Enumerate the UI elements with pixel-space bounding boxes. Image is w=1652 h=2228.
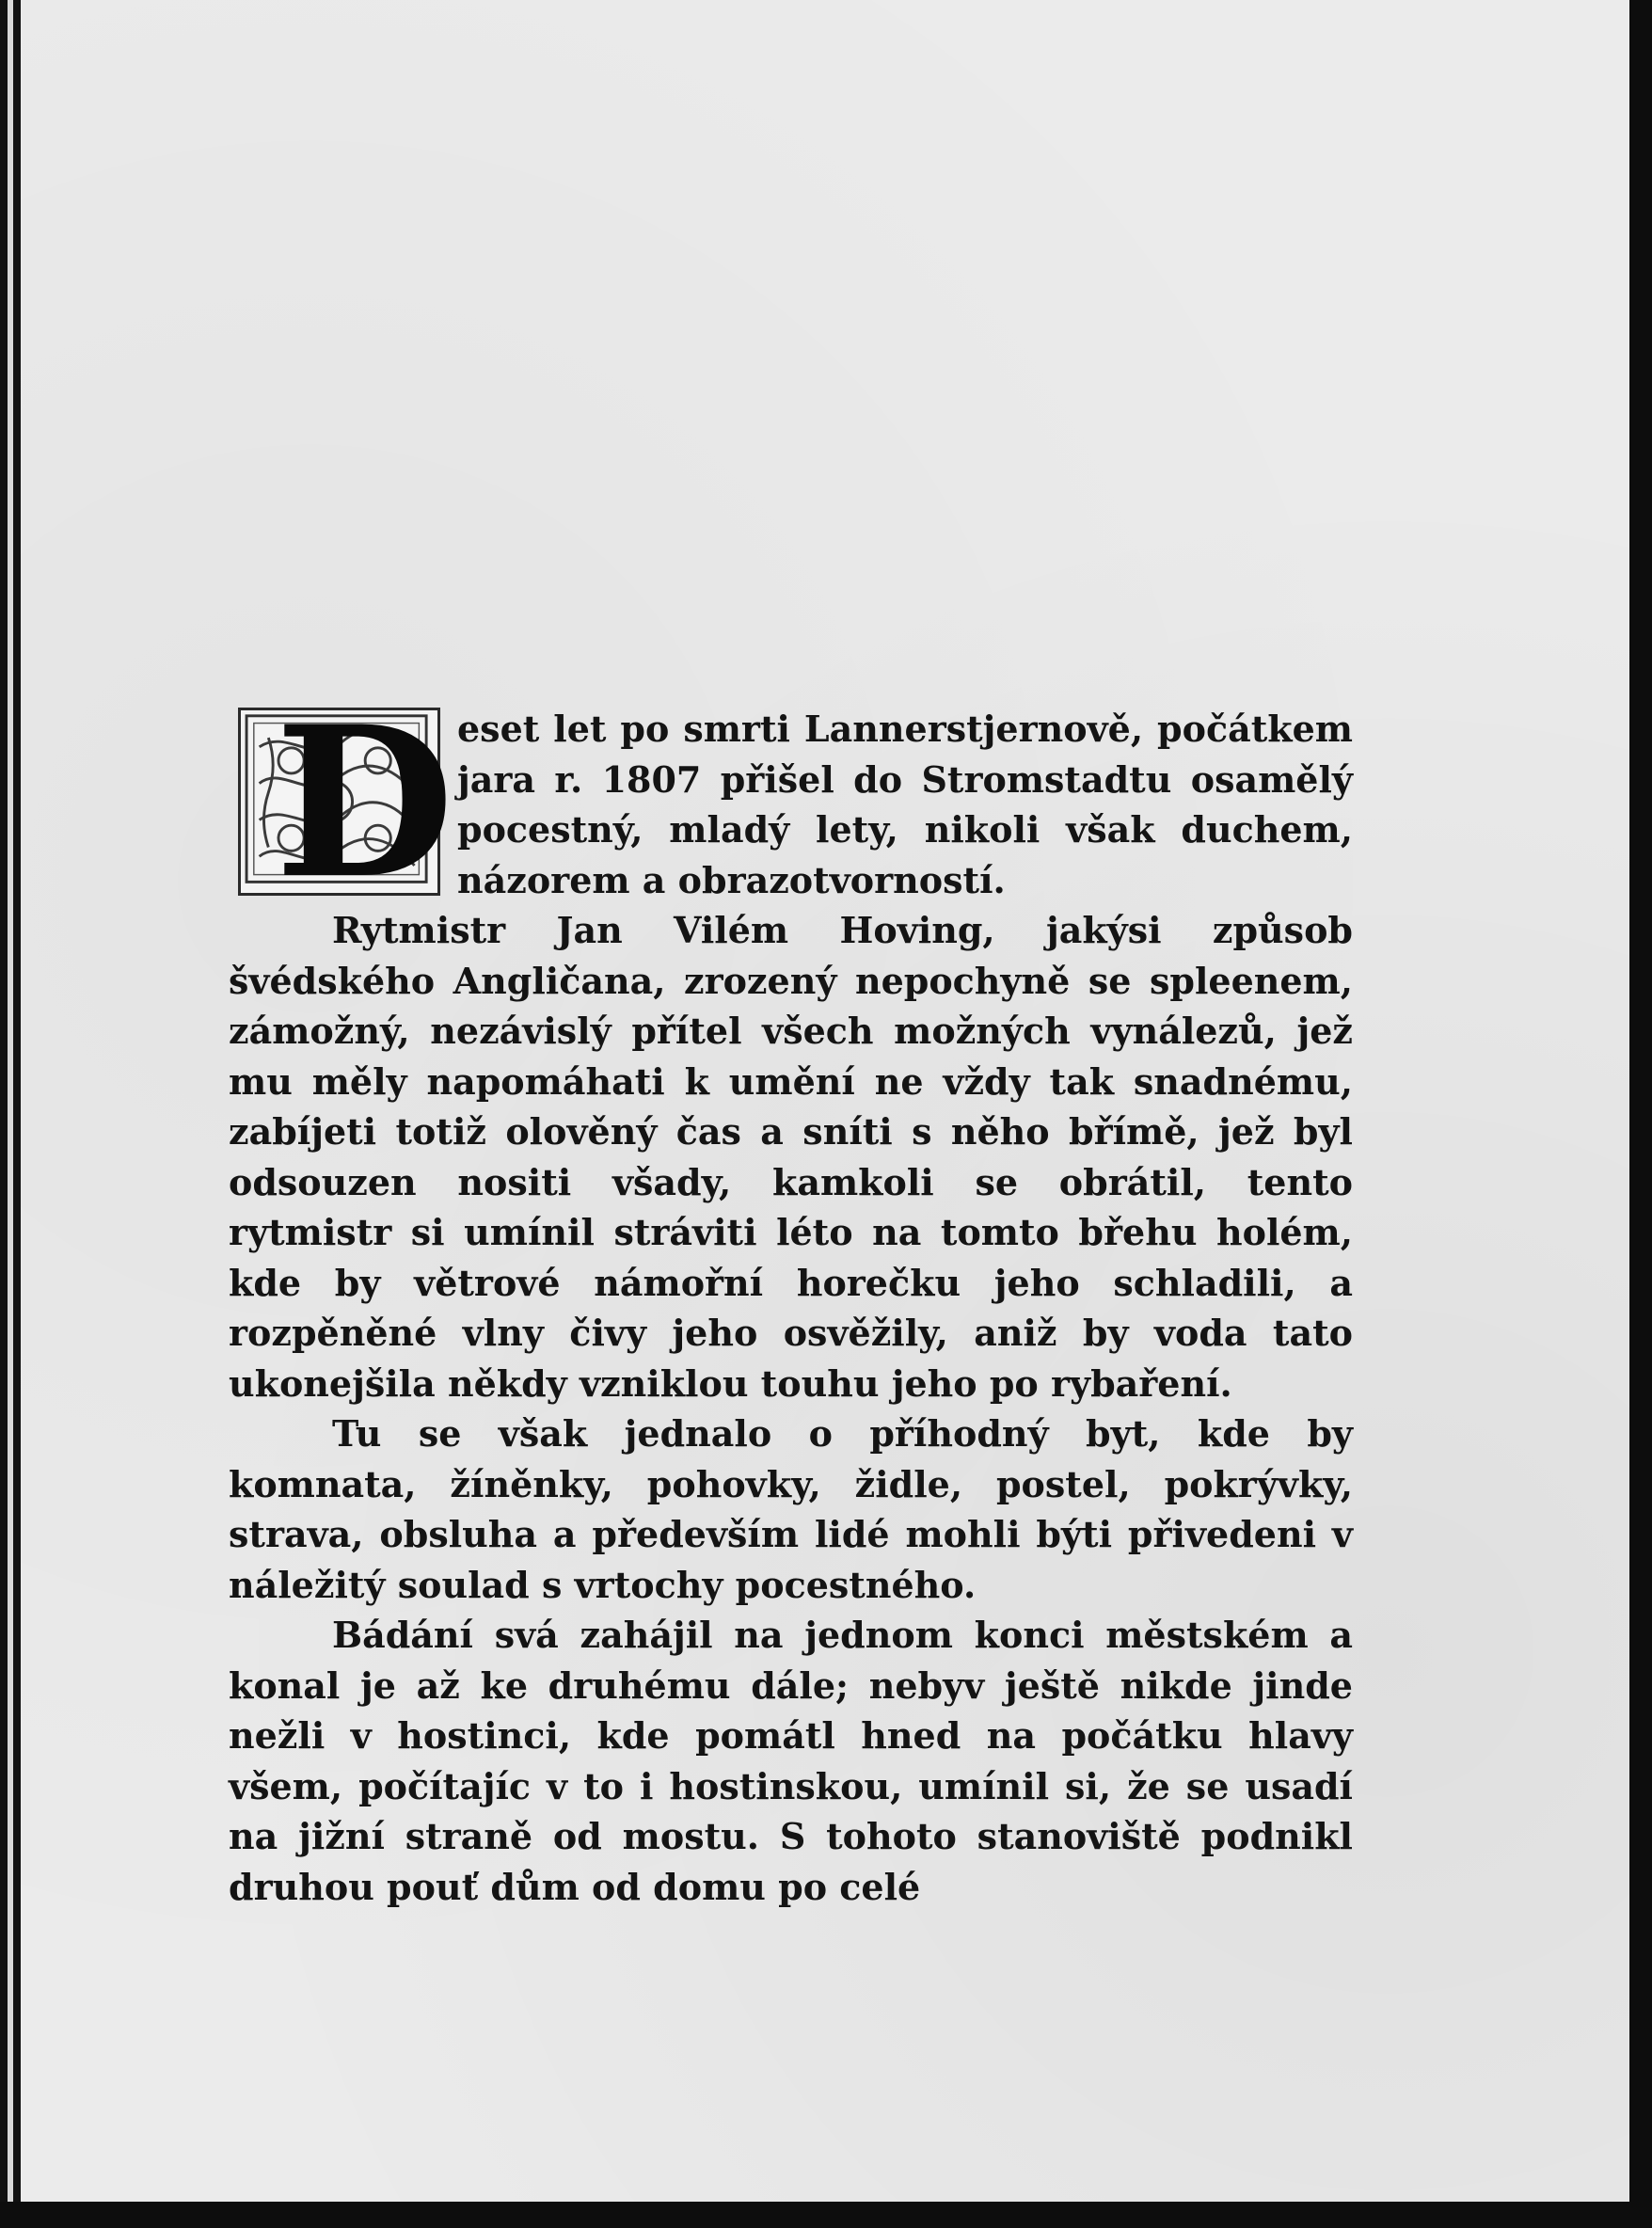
- paragraph-3: Tu se však jednalo o příhodný byt, kde by komnata, žíněnky, pohovky, židle, postel, pokrývky, strava, obsluha a především lidé mohli býti přivedeni v náležitý soulad s vrtochy pocestného.: [229, 1412, 1353, 1606]
- page-text: [229, 680, 1353, 1912]
- paragraph-2: Rytmistr Jan Vilém Hoving, jakýsi způsob švédského Angličana, zrozený nepochyně se spleenem, zámožný, nezávislý přítel všech možných vynálezů, jež mu měly napomáhati k umění ne vždy tak snadnému, zabíjeti totiž olověný čas a sníti s něho břímě, jež byl odsouzen nositi všady, kamkoli se obrátil, tento rytmistr si umínil stráviti léto na tomto břehu holém, kde by větrové námořní horečku jeho schladili, a rozpěněné vlny čivy jeho osvěžily, aniž by voda tato ukonejšila někdy vzniklou touhu jeho po rybaření.: [229, 909, 1353, 1405]
- paragraph-1: eset let po smrti Lannerstjernově, počátkem jara r. 1807 přišel do Stromstadtu osamělý pocestný, mladý lety, nikoli však duchem, názorem a obrazotvorností.: [457, 708, 1353, 901]
- page-fold-line: [8, 0, 13, 2228]
- scan-left-border: [0, 0, 21, 2228]
- ornamental-initial: [238, 680, 454, 924]
- paragraph-4: Bádání svá zahájil na jednom konci městském a konal je až ke druhému dále; nebyv ještě nikde jinde nežli v hostinci, kde pomátl hned na počátku hlavy všem, počítajíc v to i hostinskou, umínil si, že se usadí na jižní straně od mostu. S tohoto stanoviště podnikl druhou pouť dům od domu po celé: [229, 1614, 1353, 1908]
- drop-cap-letter: D: [275, 680, 454, 924]
- scan-bottom-border: [0, 2202, 1652, 2228]
- scan-right-border: [1629, 0, 1652, 2228]
